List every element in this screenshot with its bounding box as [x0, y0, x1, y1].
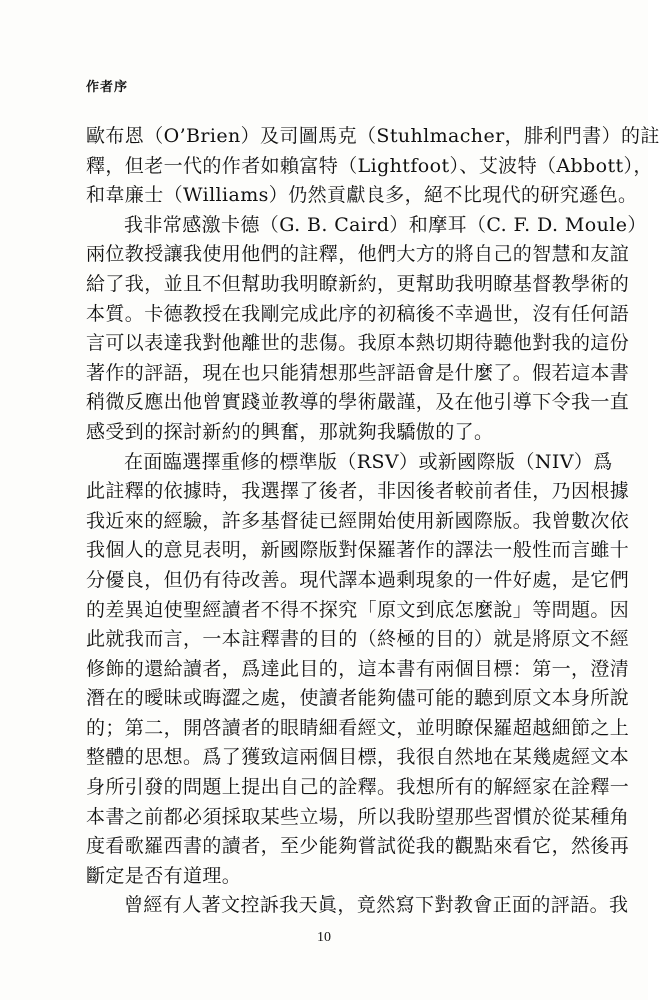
text-line: 曾經有人著文控訴我天眞，竟然寫下對教會正面的評語。我 — [124, 894, 629, 917]
text-line: 本書之前都必須採取某些立場，所以我盼望那些習慣於從某種角 — [86, 805, 630, 828]
text-line: 的差異迫使聖經讀者不得不探究「原文到底怎麼說」等問題。因 — [86, 598, 630, 621]
text-line: 和韋廉士（Williams）仍然貢獻良多，絕不比現代的研究遜色。 — [86, 184, 638, 207]
text-line: 本質。卡德教授在我剛完成此序的初稿後不幸過世，沒有任何語 — [86, 302, 630, 325]
text-line: 給了我，並且不但幫助我明瞭新約，更幫助我明瞭基督教學術的 — [86, 272, 630, 295]
text-line: 斷定是否有道理。 — [86, 864, 242, 887]
text-line: 的；第二，開啓讀者的眼睛細看經文，並明瞭保羅超越細節之上 — [86, 716, 630, 739]
text-line: 我近來的經驗，許多基督徒已經開始使用新國際版。我曾數次依 — [86, 509, 630, 532]
text-line: 兩位教授讓我使用他們的註釋，他們大方的將自己的智慧和友誼 — [86, 243, 630, 266]
text-line: 我個人的意見表明，新國際版對保羅著作的譯法一般性而言雖十 — [86, 539, 630, 562]
text-line: 度看歌羅西書的讀者，至少能夠嘗試從我的觀點來看它，然後再 — [86, 835, 630, 858]
body-text — [86, 122, 660, 921]
text-line: 此註釋的依據時，我選擇了後者，非因後者較前者佳，乃因根據 — [86, 480, 630, 503]
text-line: 感受到的探討新約的興奮，那就夠我驕傲的了。 — [86, 420, 494, 443]
page-number: 10 — [317, 930, 331, 945]
text-line: 潛在的曖昧或晦澀之處，使讀者能夠儘可能的聽到原文本身所說 — [86, 687, 630, 710]
text-line: 言可以表達我對他離世的悲傷。我原本熱切期待聽他對我的這份 — [86, 332, 630, 355]
text-line: 歐布恩（O’Brien）及司圖馬克（Stuhlmacher，腓利門書）的註 — [86, 125, 660, 147]
text-line: 稍微反應出他曾實踐並教導的學術嚴謹，及在他引導下令我一直 — [86, 391, 630, 414]
text-line: 著作的評語，現在也只能猜想那些評語會是什麼了。假若這本書 — [86, 361, 630, 384]
text-line: 我非常感激卡德（G. B. Caird）和摩耳（C. F. D. Moule） — [124, 213, 647, 236]
running-head: 作者序 — [86, 80, 129, 95]
text-line: 在面臨選擇重修的標準版（RSV）或新國際版（NIV）爲 — [124, 450, 613, 473]
text-line: 分優良，但仍有待改善。現代譯本過剩現象的一件好處，是它們 — [86, 568, 630, 591]
text-line: 修飾的還給讀者，爲達此目的，這本書有兩個目標：第一，澄清 — [86, 657, 630, 680]
text-line: 釋，但老一代的作者如賴富特（Lightfoot）、艾波特（Abbott）， — [86, 154, 653, 177]
text-line: 整體的思想。爲了獲致這兩個目標，我很自然地在某幾處經文本 — [86, 746, 630, 769]
text-line: 身所引發的問題上提出自己的詮釋。我想所有的解經家在詮釋一 — [86, 776, 630, 799]
text-line: 此就我而言，一本註釋書的目的（終極的目的）就是將原文不經 — [86, 628, 630, 651]
